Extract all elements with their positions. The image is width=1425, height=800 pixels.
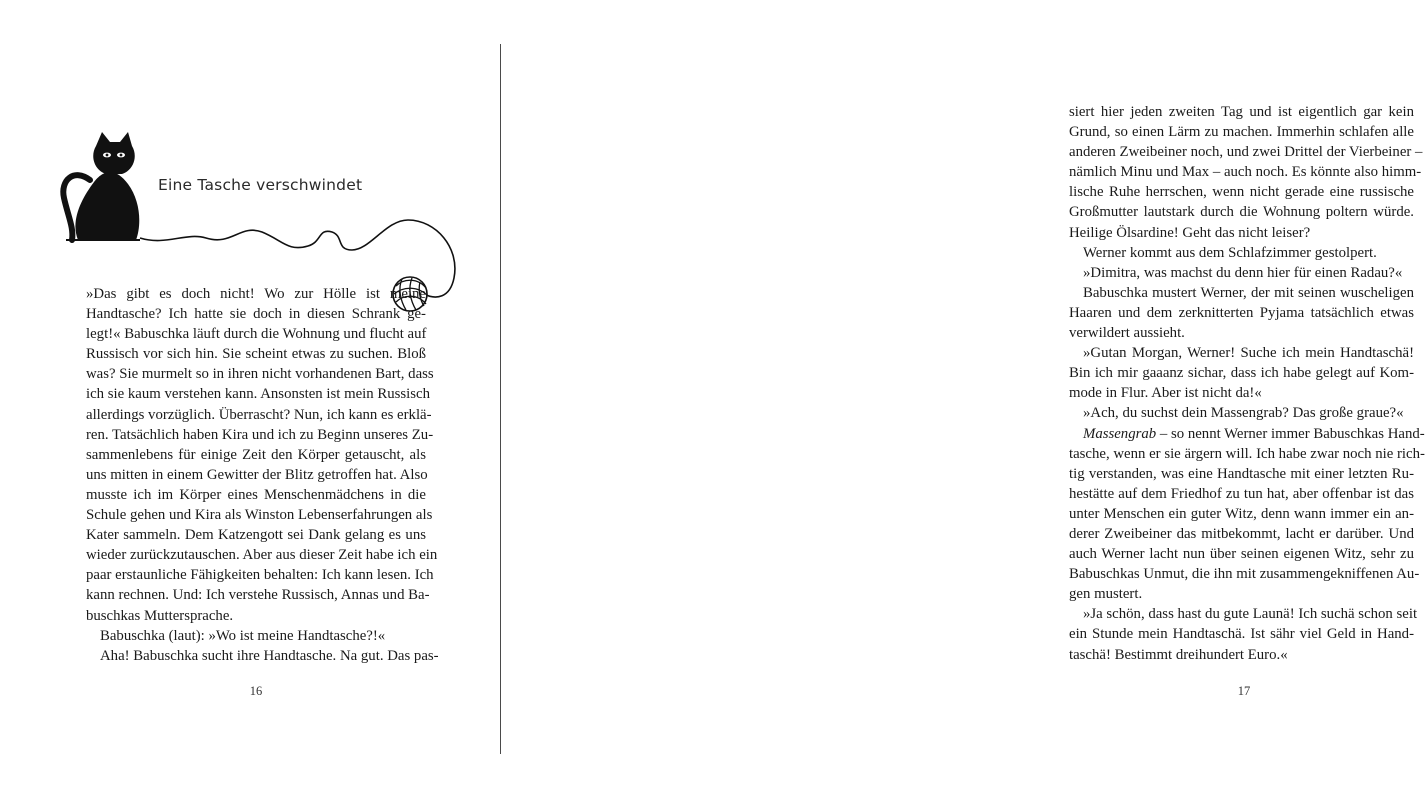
text-line: kann rechnen. Und: Ich verstehe Russisch, Annas und Ba- [86,587,430,604]
text-line: Werner kommt aus dem Schlafzimmer gestolpert. [1083,244,1377,261]
text-line: Heilige Ölsardine! Geht das nicht leiser? [1069,224,1311,241]
text-line: taschä! Bestimmt dreihundert Euro.« [1069,646,1288,663]
text-line: hestätte auf dem Friedhof zu tun hat, aber offenbar ist das [1069,485,1414,502]
page-number-left: 16 [249,684,263,698]
text-line: legt!« Babuschka läuft durch die Wohnung und flucht auf [86,326,427,343]
text-line: allerdings vorzüglich. Überrascht? Nun, ich kann es erklä- [86,406,432,423]
text-line: lische Ruhe herrschen, wenn nicht gerade eine russische [1069,184,1414,201]
text-line: tasche, wenn er sie ärgern will. Ich habe zwar noch nie rich- [1069,445,1425,462]
text-line: derer Zweibeiner das mitbekommt, lacht er darüber. Und [1069,525,1414,542]
text-line: unter Menschen ein guter Witz, denn wann immer ein an- [1069,505,1414,522]
text-line: Handtasche? Ich hatte sie doch in diesen Schrank ge- [86,306,426,323]
text-line: Babuschkas Unmut, die ihn mit zusammengekniffenen Au- [1069,566,1420,583]
text-line: paar erstaunliche Fähigkeiten behalten: Ich kann lesen. Ich [86,567,434,584]
cat-body-icon [75,172,139,240]
text-line: »Dimitra, was machst du denn hier für einen Radau?« [1083,264,1403,281]
text-line: was? Sie murmelt so in ihren nicht vorhandenen Bart, dass [86,366,434,383]
left-page [0,0,500,800]
text-line: nämlich Minu und Max – auch noch. Es könnte also himm- [1069,164,1422,181]
text-line: »Ach, du suchst dein Massengrab? Das große graue?« [1083,405,1404,422]
text-line: Grund, so einen Lärm zu machen. Immerhin schlafen alle [1069,124,1414,141]
text-line: buschkas Muttersprache. [86,607,234,624]
text-line: gen mustert. [1069,586,1143,603]
text-line: ein Stunde mein Handtaschä. Ist sähr viel Geld in Hand- [1069,626,1414,643]
right-page [500,0,1425,800]
left-page-body [86,284,439,666]
text-line: ich sie kaum verstehen kann. Ansonsten ist mein Russisch [86,386,430,403]
text-line: sammenlebens für einige Zeit den Körper getauscht, als [86,446,426,463]
text-line: musste ich im Körper eines Menschenmädchens in die [86,486,426,503]
text-line: Russisch vor sich hin. Sie scheint etwas zu suchen. Bloß [86,346,426,363]
text-line: »Ja schön, dass hast du gute Launä! Ich suchä schon seit [1083,606,1418,623]
text-line: »Gutan Morgan, Werner! Suche ich mein Handtaschä! [1083,345,1414,362]
page-number-right: 17 [1237,684,1251,698]
text-line: Bin ich mir gaaanz sichar, dass ich habe gelegt auf Kom- [1069,365,1414,382]
text-line: verwildert aussieht. [1069,325,1185,342]
text-line: Aha! Babuschka sucht ihre Handtasche. Na gut. Das pas- [100,647,439,664]
chapter-title: Eine Tasche verschwindet [158,176,363,194]
text-line: ren. Tatsächlich haben Kira und ich zu Beginn unseres Zu- [86,426,434,443]
text-line: mode in Flur. Aber ist nicht da!« [1069,385,1262,402]
text-line: uns mitten in einem Gewitter der Blitz getroffen hat. Also [86,466,428,483]
text-line: siert hier jeden zweiten Tag und ist eigentlich gar kein [1069,104,1414,120]
text-line: Babuschka mustert Werner, der mit seinen wuscheligen [1083,284,1414,301]
text-line: »Das gibt es doch nicht! Wo zur Hölle ist meine [86,286,426,302]
text-line: Kater sammeln. Dem Katzengott sei Dank gelang es uns [86,527,426,544]
text-line: auch Werner lacht nun über seinen eigenen Witz, sehr zu [1069,546,1414,563]
right-page-body [1069,102,1425,665]
text-line: Schule gehen und Kira als Winston Lebenserfahrungen als [86,507,433,524]
text-line: Babuschka (laut): »Wo ist meine Handtasche?!« [100,627,386,644]
text-line: Massengrab – so nennt Werner immer Babuschkas Hand- [1083,425,1425,442]
text-line: Großmutter lautstark durch die Wohnung poltern würde. [1069,204,1414,221]
text-line: Haaren und dem zerknitterten Pyjama tatsächlich etwas [1069,304,1414,321]
text-line: anderen Zweibeiner noch, und zwei Drittel der Vierbeiner – [1069,144,1423,161]
text-line: wieder zurückzutauschen. Aber aus dieser Zeit habe ich ein [86,547,438,564]
cat-head-icon [93,132,135,174]
text-line: tig verstanden, was eine Handtasche mit einer letzten Ru- [1069,465,1414,482]
